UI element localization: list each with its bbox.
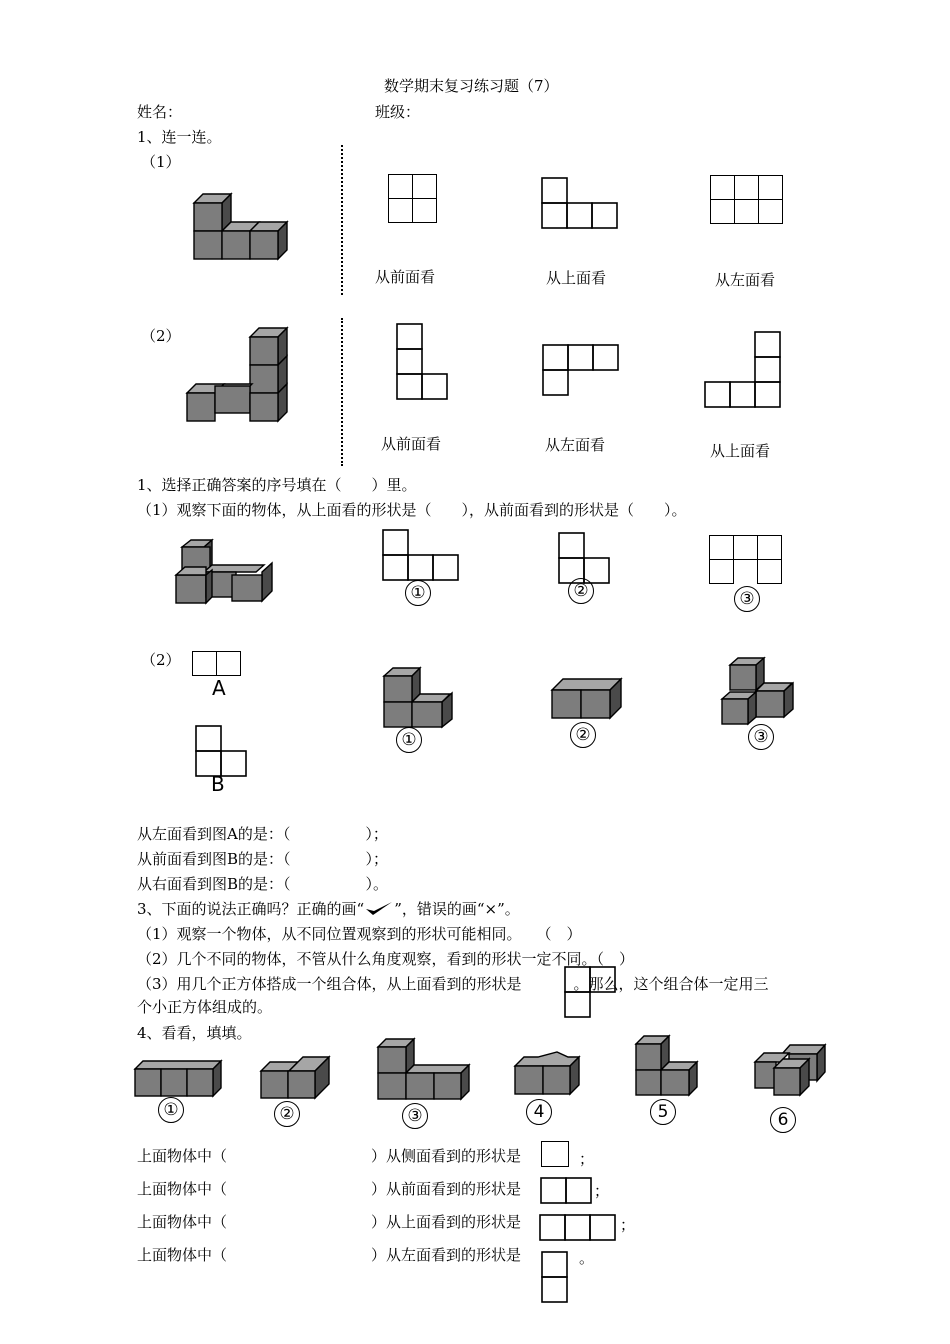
shape-a-label: A — [212, 676, 226, 700]
part2-label: （2） — [141, 327, 181, 345]
option-solid-1 — [380, 664, 460, 730]
fill-end: 。 — [579, 1249, 595, 1267]
shape-b-label: B — [211, 772, 225, 796]
section4-heading: 4、看看，填填。 — [137, 1024, 252, 1042]
fill-line: 从左面看到图A的是：（ ）； — [137, 825, 388, 843]
fill-post: ）从前面看到的形状是 — [371, 1180, 522, 1198]
fill-pre: 上面物体中（ — [137, 1213, 228, 1231]
view-label: 从上面看 — [710, 442, 771, 460]
statement: （2）几个不同的物体，不管从什么角度观察，看到的形状一定不同。（ ） — [137, 950, 635, 968]
view-grid-gamma — [542, 344, 622, 398]
option-number: ① — [405, 580, 431, 606]
view-label: 从左面看 — [715, 271, 776, 289]
part-label: （2） — [141, 651, 181, 669]
solid-row-2-deep — [258, 1056, 333, 1102]
view-grid-2x3 — [710, 175, 783, 224]
statement — [137, 975, 769, 993]
option-grid-3 — [709, 535, 782, 584]
divider-dotted — [341, 145, 343, 295]
option-number: ② — [568, 578, 594, 604]
option-solid-3 — [718, 655, 798, 727]
part1-label: （1） — [141, 153, 181, 171]
fill-post: ）从左面看到的形状是 — [371, 1246, 522, 1264]
option-number: ③ — [748, 724, 774, 750]
shape-a-grid — [192, 651, 241, 676]
check-mark-icon — [364, 900, 394, 916]
view-label: 从前面看 — [375, 268, 436, 286]
solid-row-2-back — [512, 1052, 582, 1096]
view-label: 从左面看 — [545, 436, 606, 454]
solid-L-row — [375, 1037, 470, 1101]
fill-post: ）从上面看到的形状是 — [371, 1213, 522, 1231]
divider-dotted — [341, 318, 343, 466]
item-number: 5 — [650, 1099, 676, 1125]
question-text: （1）观察下面的物体，从上面看的形状是（ ），从前面看到的形状是（ ）。 — [137, 501, 687, 519]
name-label: 姓名： — [137, 103, 183, 121]
fill-pre: 上面物体中（ — [137, 1246, 228, 1264]
solid-deep — [752, 1042, 832, 1098]
item-number: 4 — [526, 1099, 552, 1125]
solid-figure-2 — [183, 325, 298, 425]
view-label: 从上面看 — [546, 269, 607, 287]
statement-line2: 个小正方体组成的。 — [137, 998, 273, 1016]
solid-row-3 — [132, 1058, 227, 1100]
option-number: ② — [570, 722, 596, 748]
answer-shape — [541, 1251, 571, 1305]
top-view-grid — [564, 966, 620, 1020]
answer-shape — [541, 1141, 569, 1167]
statement-post: 。那么，这个组合体一定用三 — [573, 975, 769, 993]
option-solid-2 — [548, 674, 628, 722]
option-grid-1 — [382, 529, 462, 583]
answer-shape — [540, 1177, 596, 1205]
statement: （1）观察一个物体，从不同位置观察到的形状可能相同。 （ ） — [137, 925, 582, 943]
item-number: ① — [158, 1097, 184, 1123]
section3-heading-pre: 3、下面的说法正确吗？正确的画“ — [137, 900, 365, 918]
fill-line: 从右面看到图B的是：（ ）。 — [137, 875, 389, 893]
option-grid-2 — [558, 532, 614, 586]
option-number: ① — [396, 727, 422, 753]
section2-heading: 1、选择正确答案的序号填在（ ）里。 — [137, 476, 417, 494]
item-number: 6 — [770, 1107, 796, 1133]
shape-b-grid — [195, 725, 251, 779]
class-label: 班级： — [375, 103, 421, 121]
statement-pre: （3）用几个正方体搭成一个组合体，从上面看到的形状是 — [137, 975, 522, 993]
fill-line: 从前面看到图B的是：（ ）； — [137, 850, 389, 868]
fill-end: ； — [620, 1216, 636, 1234]
section1-heading: 1、连一连。 — [137, 128, 222, 146]
page-title: 数学期末复习练习题（7） — [384, 77, 559, 95]
cube — [194, 194, 231, 231]
fill-end: ； — [579, 1150, 595, 1168]
view-grid-2x2 — [388, 174, 437, 223]
fill-pre: 上面物体中（ — [137, 1180, 228, 1198]
option-number: ③ — [734, 586, 760, 612]
item-number: ② — [274, 1101, 300, 1127]
fill-pre: 上面物体中（ — [137, 1147, 228, 1165]
solid-step — [632, 1034, 702, 1096]
view-grid-J — [703, 331, 785, 411]
fill-post: ）从侧面看到的形状是 — [371, 1147, 522, 1165]
solid-figure-1 — [190, 185, 300, 265]
section3-heading-post: ”，错误的画“×”。 — [394, 900, 520, 918]
answer-shape — [539, 1214, 619, 1242]
fill-end: ； — [594, 1182, 610, 1200]
solid-figure-3 — [172, 537, 282, 609]
view-label: 从前面看 — [381, 435, 442, 453]
view-grid-L-tall — [396, 323, 452, 403]
item-number: ③ — [402, 1103, 428, 1129]
section3-heading — [137, 900, 520, 918]
view-grid-L — [541, 177, 621, 231]
